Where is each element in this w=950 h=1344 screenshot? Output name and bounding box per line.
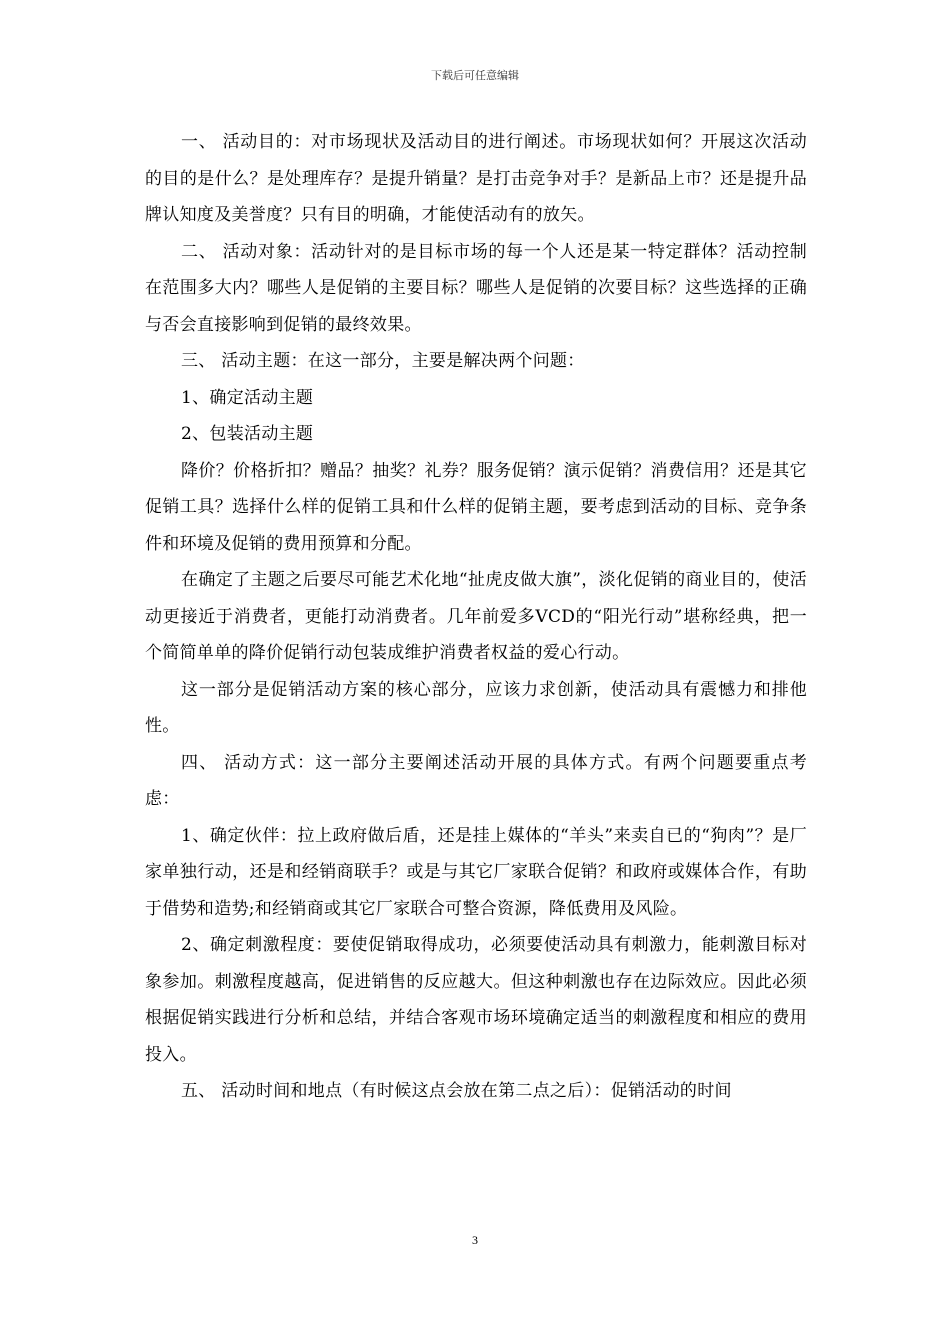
page-header: 下载后可任意编辑 [431, 69, 519, 82]
paragraph-time-location: 五、 活动时间和地点（有时候这点会放在第二点之后）：促销活动的时间 [181, 1081, 732, 1101]
paragraph-activity-method: 四、 活动方式：这一部分主要阐述活动开展的具体方式。有两个问题要重点考虑： [145, 752, 807, 809]
document-body [145, 124, 807, 1110]
paragraph-stimulus-level: 2、确定刺激程度：要使促销取得成功，必须要使活动具有刺激力，能刺激目标对象参加。刺激程度越高，促进销售的反应越大。但这种刺激也存在边际效应。因此必须根据促销实践进行分析和总结，并结合客观市场环境确定适当的刺激程度和相应的费用投入。 [145, 935, 807, 1065]
paragraph-determine-theme: 1、确定活动主题 [181, 387, 314, 408]
paragraph-core-part: 这一部分是促销活动方案的核心部分，应该力求创新，使活动具有震憾力和排他性。 [145, 679, 807, 736]
paragraph-package-theme: 2、包装活动主题 [181, 424, 314, 444]
paragraph-artistic-theme: 在确定了主题之后要尽可能艺术化地“扯虎皮做大旗”，淡化促销的商业目的，使活动更接近于消费者，更能打动消费者。几年前爱多VCD的“阳光行动”堪称经典，把一个简简单单的降价促销行动包装成维护消费者权益的爱心行动。 [145, 570, 807, 663]
paragraph-activity-theme: 三、 活动主题：在这一部分，主要是解决两个问题： [181, 351, 585, 371]
paragraph-activity-purpose: 一、 活动目的：对市场现状及活动目的进行阐述。市场现状如何？开展这次活动的目的是什么？是处理库存？是提升销量？是打击竞争对手？是新品上市？还是提升品牌认知度及美誉度？只有目的明确，才能使活动有的放矢。 [145, 132, 807, 225]
paragraph-activity-target: 二、 活动对象：活动针对的是目标市场的每一个人还是某一特定群体？活动控制在范围多大内？哪些人是促销的主要目标？哪些人是促销的次要目标？这些选择的正确与否会直接影响到促销的最终效果。 [145, 241, 807, 335]
paragraph-determine-partner: 1、确定伙伴：拉上政府做后盾，还是挂上媒体的“羊头”来卖自已的“狗肉”？是厂家单独行动，还是和经销商联手？或是与其它厂家联合促销？和政府或媒体合作，有助于借势和造势;和经销商或其它厂家联合可整合资源，降低费用及风险。 [145, 825, 807, 919]
paragraph-promotion-tools: 降价？价格折扣？赠品？抽奖？礼券？服务促销？演示促销？消费信用？还是其它促销工具？选择什么样的促销工具和什么样的促销主题，要考虑到活动的目标、竞争条件和环境及促销的费用预算和分配。 [145, 460, 807, 554]
page-number: 3 [472, 1233, 478, 1247]
